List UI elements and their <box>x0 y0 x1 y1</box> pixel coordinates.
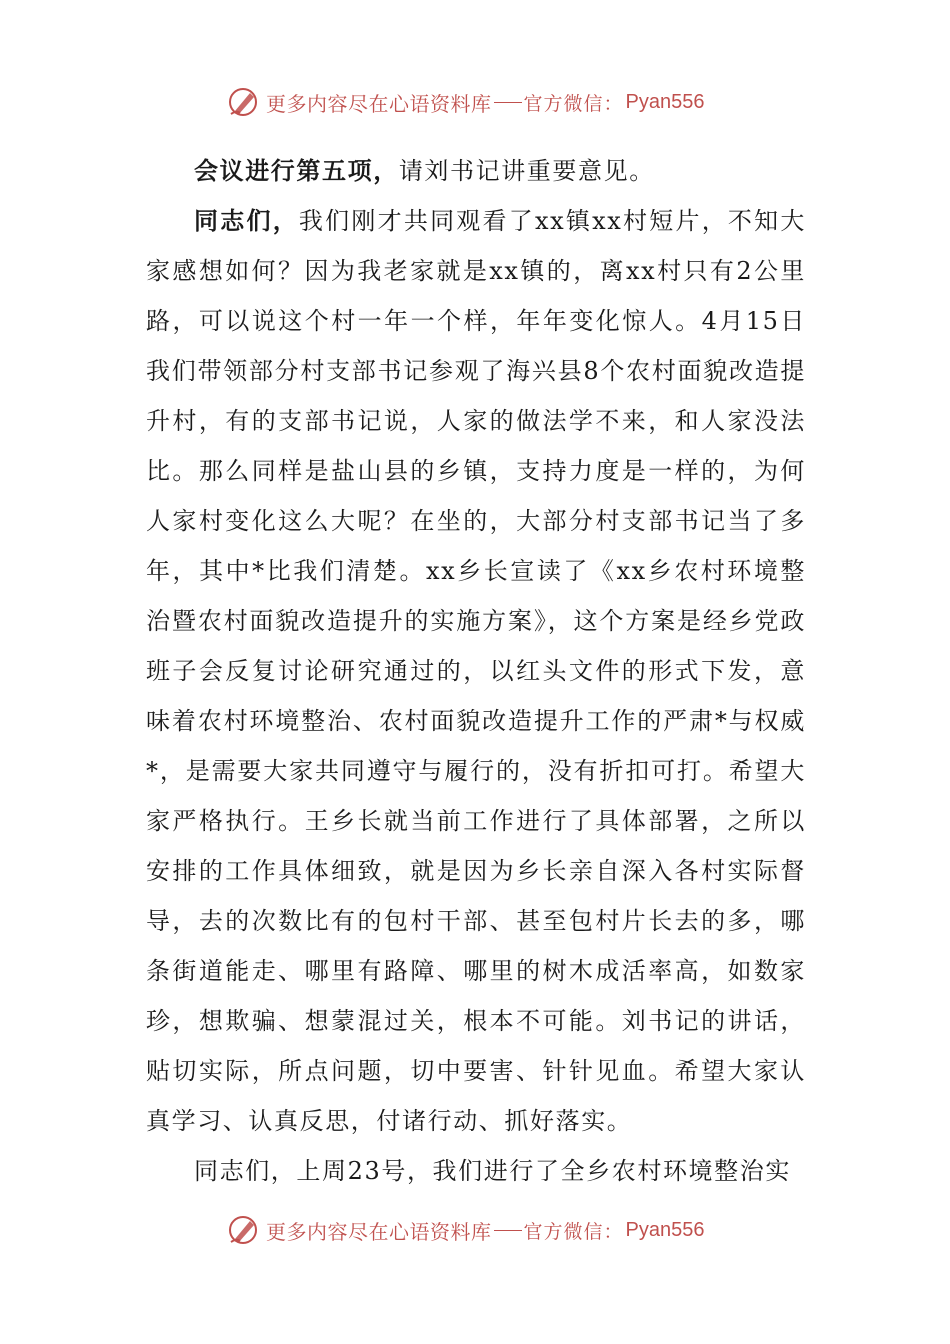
banner-wechat-id: Pyan556 <box>625 90 705 113</box>
banner-brand-text: 更多内容尽在心语资料库 <box>266 1219 492 1244</box>
paragraph-text: 请刘书记讲重要意见。 <box>398 157 655 185</box>
pen-nib-logo-icon <box>226 1213 260 1247</box>
banner-dash-divider <box>494 102 522 103</box>
pen-nib-logo-icon <box>226 85 260 119</box>
paragraph-lead: 同志们， <box>194 207 299 235</box>
paragraph-text: 同志们，上周23号，我们进行了全乡农村环境整治实 <box>194 1157 791 1185</box>
banner-contact-label: 官方微信： <box>523 92 624 115</box>
banner-brand-text: 更多内容尽在心语资料库 <box>266 91 492 116</box>
banner-contact-label: 官方微信： <box>523 1220 624 1243</box>
footer-watermark-banner <box>226 1210 746 1250</box>
banner-dash-divider <box>494 1230 522 1231</box>
paragraph-lead: 会议进行第五项， <box>194 157 399 185</box>
paragraph-continuation <box>146 1146 806 1196</box>
paragraph-agenda-item <box>146 146 806 196</box>
paragraph-text: 我们刚才共同观看了xx镇xx村短片，不知大家感想如何？因为我老家就是xx镇的，离xx村只有2公里路，可以说这个村一年一个样，年年变化惊人。4月15日我们带领部分村支部书记参观了海兴县8个农村面貌改造提升村，有的支部书记说，人家的做法学不来，和人家没法比。那么同样是盐山县的乡镇，支持力度是一样的，为何人家村变化这么大呢？在坐的，大部分村支部书记当了多年，其中*比我们清楚。xx乡长宣读了《xx乡农村环境整治暨农村面貌改造提升的实施方案》，这个方案是经乡党政班子会反复讨论研究通过的，以红头文件的形式下发，意味着农村环境整治、农村面貌改造提升工作的严肃*与权威*，是需要大家共同遵守与履行的，没有折扣可打。希望大家严格执行。王乡长就当前工作进行了具体部署，之所以安排的工作具体细致，就是因为乡长亲自深入各村实际督导，去的次数比有的包村干部、甚至包村片长去的多，哪条街道能走、哪里有路障、哪里的树木成活率高，如数家珍，想欺骗、想蒙混过关，根本不可能。刘书记的讲话，贴切实际，所点问题，切中要害、针针见血。希望大家认真学习、认真反思，付诸行动、抓好落实。 <box>146 207 806 1135</box>
banner-wechat-id: Pyan556 <box>625 1218 705 1241</box>
paragraph-speech <box>146 196 806 1146</box>
header-watermark-banner <box>226 82 746 122</box>
document-body <box>146 146 806 1196</box>
